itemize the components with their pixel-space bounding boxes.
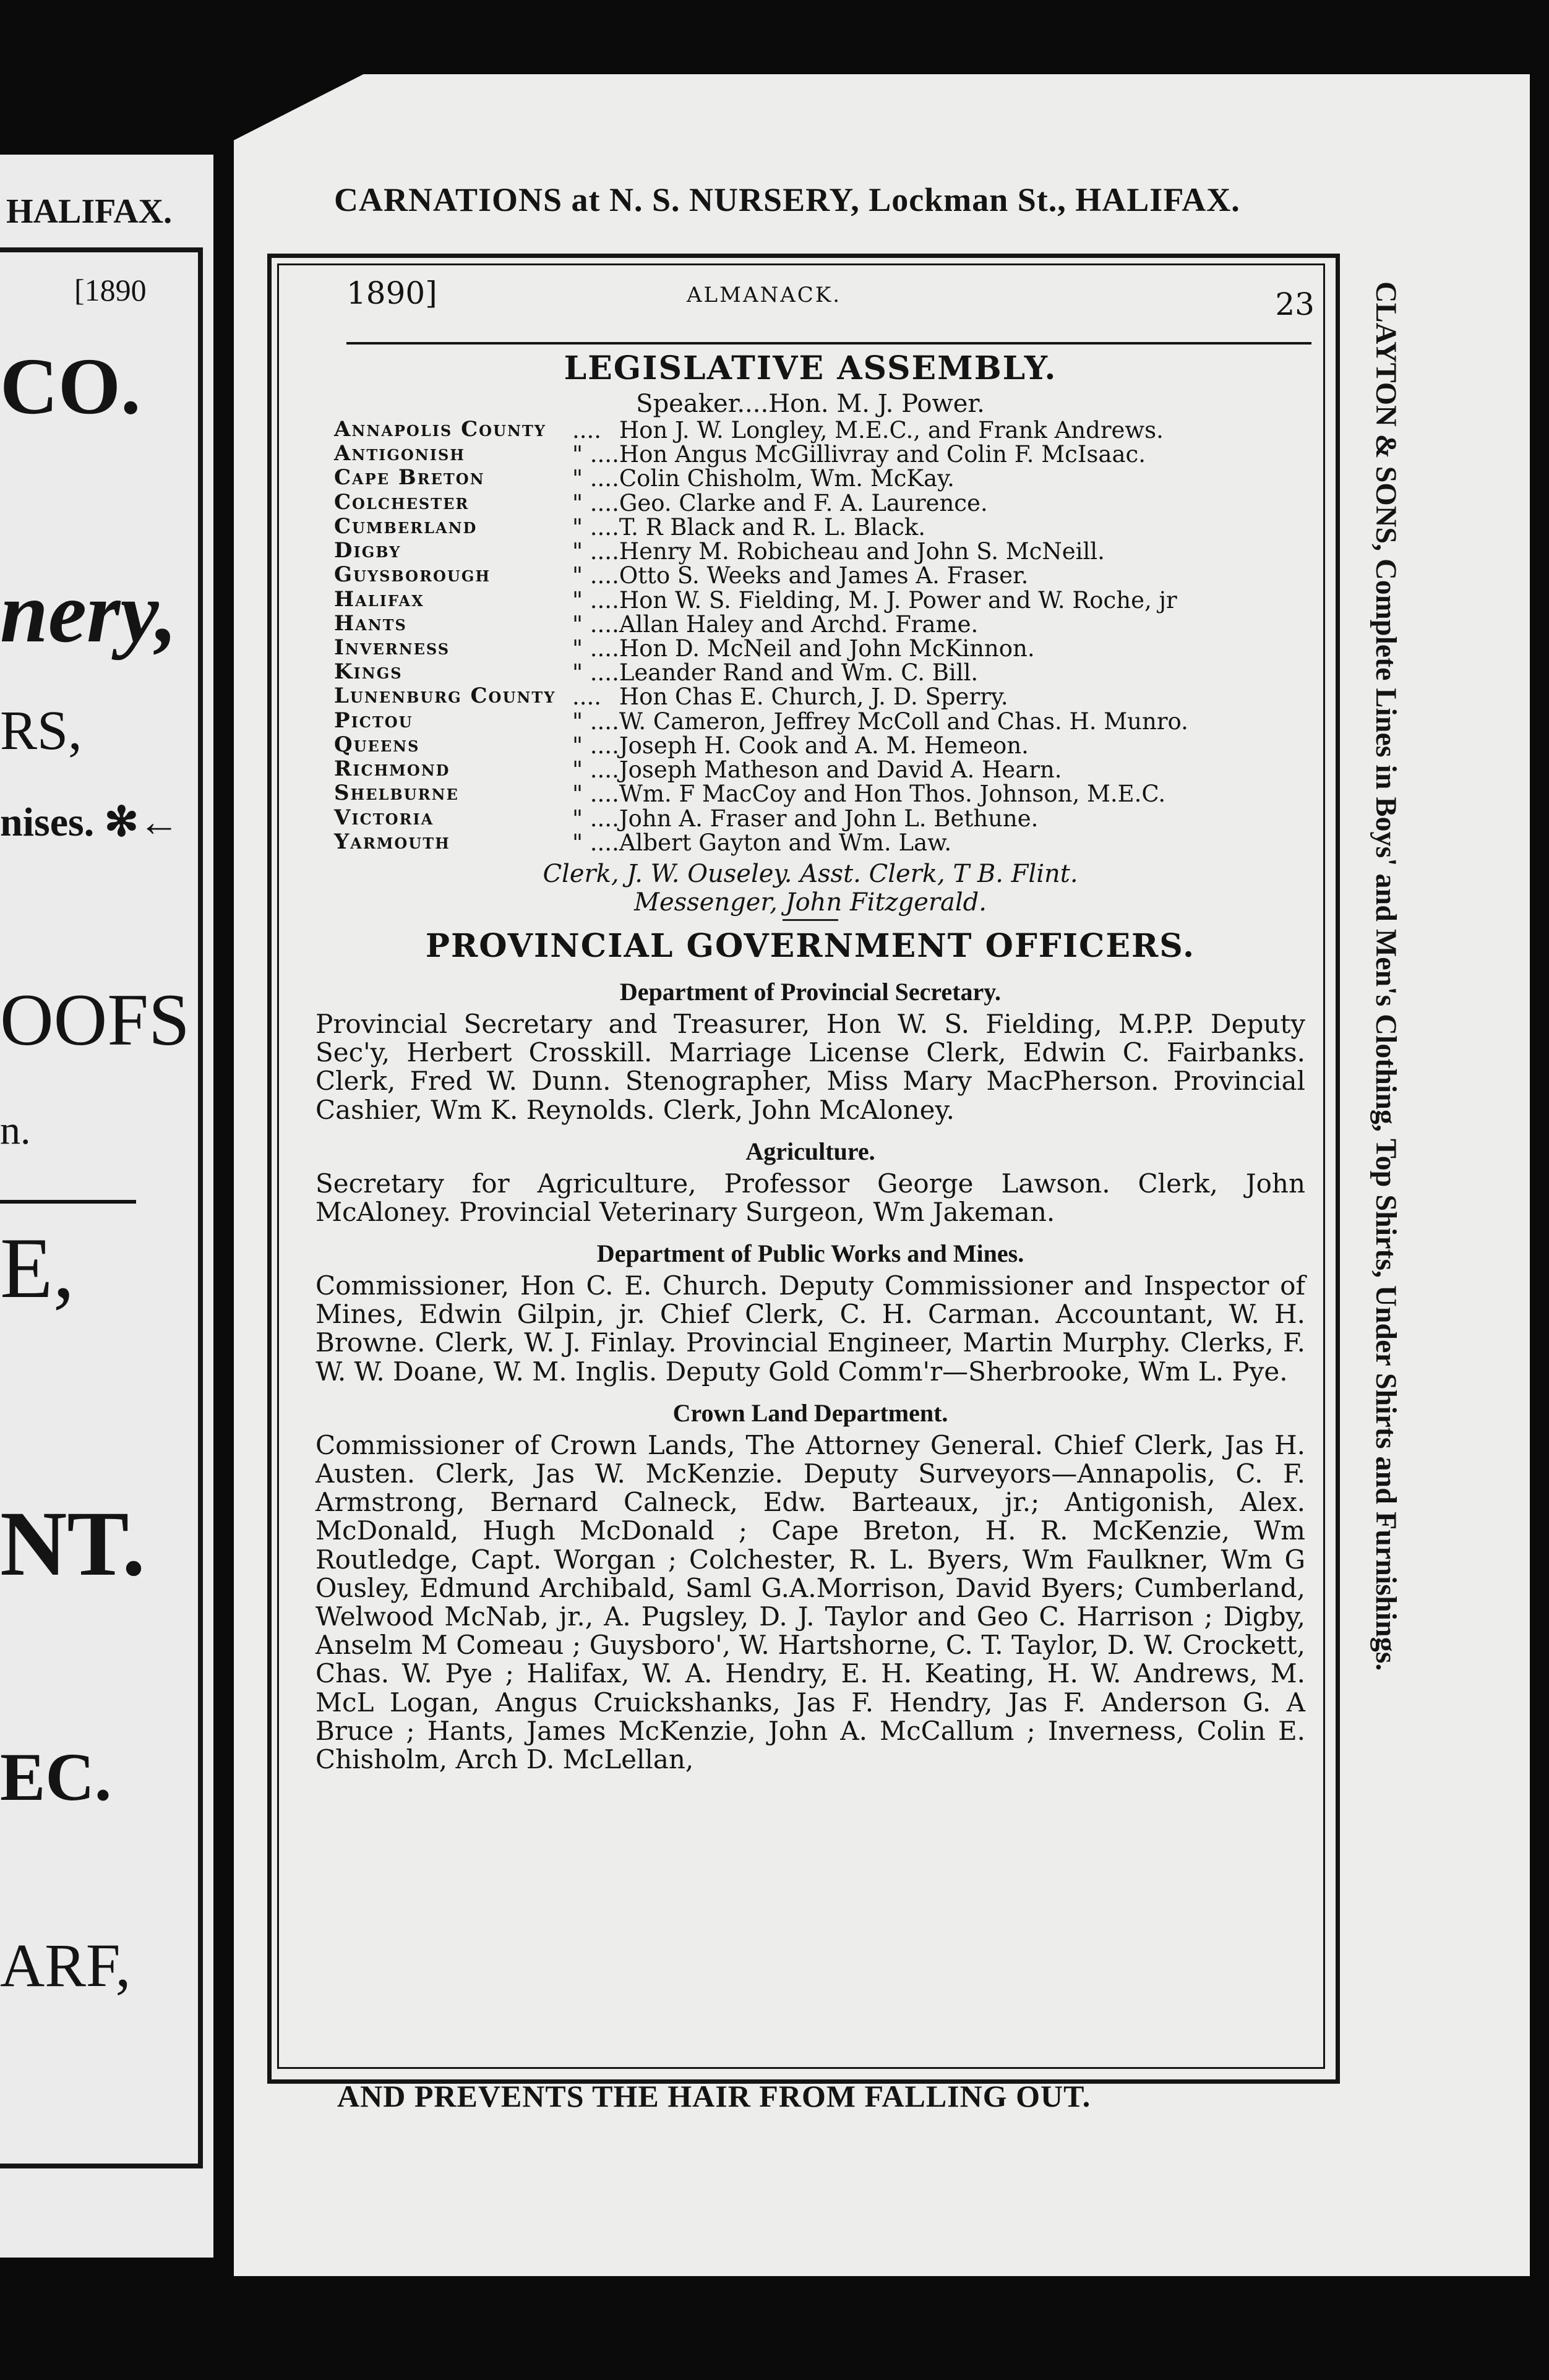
member-row [334, 612, 1324, 636]
department-text: Commissioner, Hon C. E. Church. Deputy Commissioner and Inspector of Mines, Edwin Gilpin, jr. Chief Clerk, C. H. Carman. Accountant, W. H. Browne. Clerk, W. J. Finlay. Provincial Engineer, Martin Murphy. Clerks, F. W. W. Doane, W. M. Inglis. Deputy Gold Comm'r—Sherbrooke, Wm L. Pye. [315, 1270, 1305, 1387]
running-head-rule [346, 342, 1311, 345]
member-row [334, 466, 1324, 490]
member-members: Henry M. Robicheau and John S. McNeill. [619, 538, 1105, 565]
member-county: Lunenburg County [334, 683, 556, 709]
member-dots: " .... [572, 513, 619, 541]
members-table [334, 418, 1324, 855]
member-dots: " .... [572, 610, 619, 638]
member-row [334, 588, 1324, 612]
member-county: Richmond [334, 756, 450, 782]
member-county: Inverness [334, 635, 450, 660]
member-members: T. R Black and R. L. Black. [619, 513, 925, 541]
legislative-assembly-title: LEGISLATIVE ASSEMBLY. [564, 349, 1057, 387]
member-members: Wm. F MacCoy and Hon Thos. Johnson, M.E.C. [619, 781, 1166, 808]
member-county: Shelburne [334, 781, 459, 806]
member-county: Pictou [334, 708, 413, 733]
member-county: Yarmouth [334, 829, 450, 854]
member-row [334, 636, 1324, 661]
page-number: 23 [1275, 286, 1315, 322]
left-facing-page [0, 155, 213, 2258]
member-dots: " .... [572, 489, 619, 516]
member-dots: " .... [572, 441, 619, 468]
member-row [334, 442, 1324, 466]
member-county: Guysborough [334, 562, 491, 588]
member-dots: " .... [572, 586, 619, 614]
member-members: Joseph H. Cook and A. M. Hemeon. [619, 732, 1029, 759]
section-separator [783, 919, 838, 921]
running-head-title: ALMANACK. [687, 283, 842, 307]
member-county: Annapolis County [334, 417, 546, 442]
member-row [334, 758, 1324, 782]
member-members: Albert Gayton and Wm. Law. [619, 829, 952, 856]
page-content [315, 275, 1315, 1774]
member-row [334, 807, 1324, 831]
member-county: Queens [334, 732, 420, 757]
messenger-line: Messenger, John Fitzgerald. [634, 888, 987, 917]
member-members: Allan Haley and Archd. Frame. [619, 610, 979, 638]
member-dots: " .... [572, 829, 619, 856]
left-fragment: E, [0, 1220, 75, 1316]
running-head [315, 275, 1315, 325]
department-public-works [315, 1239, 1305, 1386]
member-members: Hon W. S. Fielding, M. J. Power and W. Roche, jr [619, 586, 1177, 614]
member-county: Hants [334, 610, 407, 636]
member-dots: " .... [572, 805, 619, 832]
member-dots: " .... [572, 732, 619, 759]
left-year: [1890 [74, 273, 147, 307]
member-county: Victoria [334, 805, 434, 830]
member-dots: " .... [572, 708, 619, 735]
member-county: Colchester [334, 489, 470, 515]
left-fragment: OOFS [0, 978, 190, 1061]
clerks-line: Clerk, J. W. Ouseley. Asst. Clerk, T B. Flint. [543, 859, 1078, 888]
member-members: Hon D. McNeil and John McKinnon. [619, 635, 1035, 662]
member-row [334, 782, 1324, 806]
member-members: W. Cameron, Jeffrey McColl and Chas. H. Munro. [619, 708, 1188, 735]
member-dots: " .... [572, 465, 619, 492]
member-dots: " .... [572, 756, 619, 784]
bottom-tagline-ad: AND PREVENTS THE HAIR FROM FALLING OUT. [337, 2079, 1091, 2113]
member-row [334, 491, 1324, 515]
member-row [334, 515, 1324, 539]
member-row [334, 418, 1324, 442]
left-fragment: CO. [0, 342, 141, 431]
member-county: Halifax [334, 586, 424, 612]
member-county: Cumberland [334, 513, 478, 539]
member-members: John A. Fraser and John L. Bethune. [619, 805, 1039, 832]
member-dots: " .... [572, 635, 619, 662]
member-members: Geo. Clarke and F. A. Laurence. [619, 489, 988, 516]
member-row [334, 685, 1324, 709]
department-text: Commissioner of Crown Lands, The Attorney General. Chief Clerk, Jas H. Austen. Clerk, Jas W. McKenzie. Deputy Surveyors—Annapolis, C. F. Armstrong, Bernard Calneck, Edw. Barteaux, jr.; Antigonish, Alex. McDonald, Hugh McDonald ; Cape Breton, H. R. McKenzie, Wm Routledge, Capt. Worgan ; Colchester, R. L. Byers, Wm Faulkner, Wm G Ousley, Edmund Archibald, Saml G.A.Morrison, David Byers; Cumberland, Welwood McNab, jr., A. Pugsley, D. J. Taylor and Geo C. Harrison ; Digby, Anselm M Comeau ; Guysboro', W. Hartshorne, C. T. Taylor, D. W. Crockett, Chas. W. Pye ; Halifax, W. A. Hendry, E. H. Keating, H. W. Andrews, M. McL Logan, Angus Cruickshanks, Jas F. Hendry, Jas F. Anderson G. A Bruce ; Hants, James McKenzie, John A. McCallum ; Inverness, Colin E. Chisholm, Arch D. McLellan, [315, 1429, 1305, 1774]
top-header-ad: CARNATIONS at N. S. NURSERY, Lockman St., HALIFAX. [334, 181, 1240, 218]
left-fragment: nises. ✻← [0, 800, 180, 845]
department-text: Provincial Secretary and Treasurer, Hon W. S. Fielding, M.P.P. Deputy Sec'y, Herbert Crosskill. Marriage License Clerk, Edwin C. Fairbanks. Clerk, Fred W. Dunn. Stenographer, Miss Mary MacPherson. Provincial Cashier, Wm K. Reynolds. Clerk, John McAloney. [315, 1008, 1305, 1125]
department-provincial-secretary [315, 977, 1305, 1124]
member-members: Colin Chisholm, Wm. McKay. [619, 465, 955, 492]
member-members: Hon J. W. Longley, M.E.C., and Frank Andrews. [619, 417, 1164, 443]
member-members: Otto S. Weeks and James A. Fraser. [619, 562, 1029, 589]
member-row [334, 734, 1324, 758]
member-row [334, 661, 1324, 685]
member-members: Leander Rand and Wm. C. Bill. [619, 659, 979, 687]
department-title: Crown Land Department. [672, 1398, 948, 1427]
left-fragment: ARF, [0, 1931, 131, 2000]
speaker-line: Speaker....Hon. M. J. Power. [636, 390, 985, 418]
department-crown-land [315, 1398, 1305, 1774]
member-members: Hon Chas E. Church, J. D. Sperry. [619, 683, 1008, 711]
member-row [334, 831, 1324, 855]
member-dots: " .... [572, 538, 619, 565]
department-title: Department of Provincial Secretary. [619, 977, 1002, 1006]
department-title: Department of Public Works and Mines. [596, 1239, 1024, 1268]
member-dots: .... [572, 417, 602, 443]
member-dots: " .... [572, 781, 619, 808]
running-head-year: 1890] [346, 275, 437, 311]
provincial-officers-title: PROVINCIAL GOVERNMENT OFFICERS. [425, 927, 1196, 965]
member-county: Antigonish [334, 441, 465, 466]
left-header: HALIFAX. [6, 192, 173, 231]
left-rule [0, 1200, 136, 1204]
member-members: Hon Angus McGillivray and Colin F. McIsaac. [619, 441, 1146, 468]
left-page-frame [0, 247, 203, 2168]
member-county: Kings [334, 659, 403, 685]
member-members: Joseph Matheson and David A. Hearn. [619, 756, 1062, 784]
member-dots: " .... [572, 562, 619, 589]
department-text: Secretary for Agriculture, Professor George Lawson. Clerk, John McAloney. Provincial Veterinary Surgeon, Wm Jakeman. [315, 1168, 1305, 1227]
member-dots: .... [572, 683, 602, 711]
department-title: Agriculture. [745, 1137, 875, 1165]
member-dots: " .... [572, 659, 619, 687]
left-fragment: RS, [0, 700, 82, 761]
side-ad-text: CLAYTON & SONS, Complete Lines in Boys' and Men's Clothing, Top Shirts, Under Shirts and Furnishings. [1370, 281, 1402, 1671]
member-row [334, 539, 1324, 563]
department-agriculture [315, 1137, 1305, 1226]
left-fragment: NT. [0, 1492, 145, 1595]
member-county: Digby [334, 538, 401, 563]
member-row [334, 709, 1324, 734]
left-fragment: n. [0, 1108, 31, 1153]
left-fragment: nery, [0, 565, 178, 661]
left-fragment: EC. [0, 1739, 112, 1815]
member-county: Cape Breton [334, 465, 485, 490]
member-row [334, 563, 1324, 588]
side-advertisement [1360, 281, 1403, 2094]
